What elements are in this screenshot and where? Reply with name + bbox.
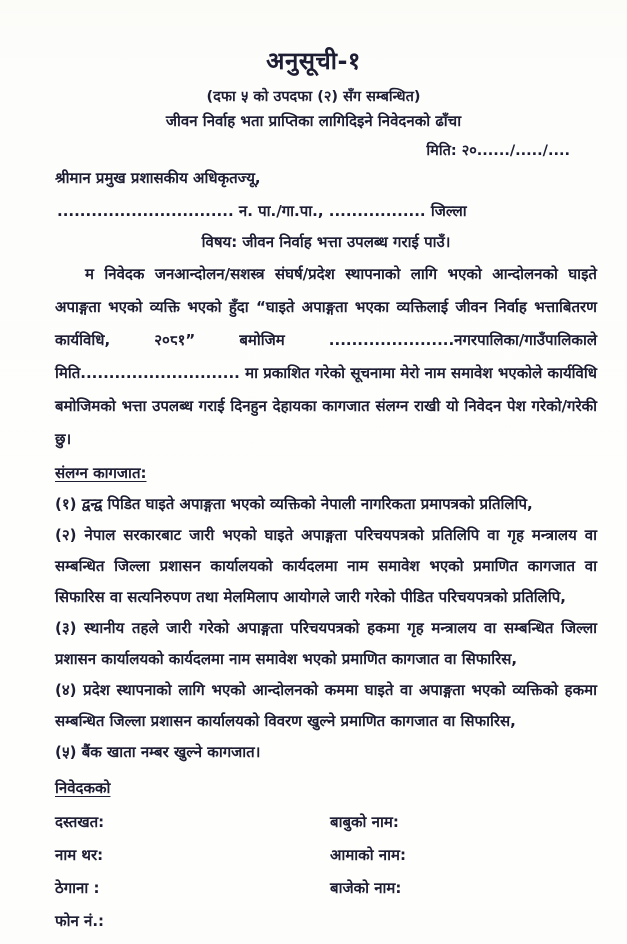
- attachment-item-4: (४) प्रदेश स्थापनाको लागि भएको आन्दोलनको कममा घाइते वा अपाङ्गता भएको व्यक्तिको हकमा सम्बन्धित जिल्ला प्रशासन कार्यालयको विवरण खुल्ने प्रमाणित कागजात वा सिफारिस,: [55, 681, 597, 730]
- applicant-fields: [55, 812, 597, 944]
- salutation-line: श्रीमान प्रमुख प्रशासकीय अधिकृतज्यू,: [55, 169, 261, 187]
- municipality-district-line: ............................... न. पा./गा.पा., ................. जिल्ला: [57, 202, 467, 220]
- attachment-item-1: (१) द्वन्द्व पिडित घाइते अपाङ्गता भएको व्यक्तिको नेपाली नागरिकता प्रमापत्रको प्रतिलिपि,: [55, 495, 533, 513]
- clause-reference-line: (दफा ५ को उपदफा (२) सँग सम्बन्धित): [206, 89, 421, 105]
- father-name-field-label: बाबुको नाम:: [330, 813, 399, 831]
- attachment-item-2: (२) नेपाल सरकारबाट जारी भएको घाइते अपाङ्गता परिचयपत्रको प्रतिलिपि वा गृह मन्त्रालय वा सम्बन्धित जिल्ला प्रशासन कार्यालयको कार्यदलमा नाम समावेश भएको प्रमाणित कागजात वा सिफारिस वा सत्यनिरुपण तथा मेलमिलाप आयोगले जारी गरेको पीडित परिचयपत्रको प्रतिलिपि,: [55, 526, 597, 606]
- attachments-heading: संलग्न कागजात:: [55, 464, 147, 482]
- field-row-2: [55, 845, 597, 878]
- signature-field-label: दस्तखत:: [55, 813, 105, 831]
- attachments-list: [55, 489, 597, 768]
- mother-name-field-label: आमाको नाम:: [330, 846, 406, 864]
- grandfather-name-field-label: बाजेको नाम:: [330, 879, 402, 897]
- address-field-label: ठेगाना :: [55, 879, 100, 897]
- form-title: अनुसूची-१: [266, 47, 361, 75]
- field-row-3: [55, 878, 597, 911]
- application-body-paragraph: म निवेदक जनआन्दोलन/सशस्त्र संघर्ष/प्रदेश स्थापनाको लागि भएको आन्दोलनको घाइते अपाङ्गता भएको व्यक्ति भएको हुँदा “घाइते अपाङ्गता भएका व्यक्तिलाई जीवन निर्वाह भत्ताबितरण कार्यविधि, २०८१” बमोजिम ......................नगरपालिका/गाउँपालिकाले मिति............................ मा प्रकाशित गरेको सूचनामा मेरो नाम समावेश भएकोले कार्यविधि बमोजिमको भत्ता उपलब्ध गराई दिनहुन देहायका कागजात संलग्न राखी यो निवेदन पेश गरेको/गरेकी छु।: [55, 265, 597, 448]
- phone-number-field-label: फोन नं.:: [55, 912, 105, 930]
- subject-line: विषय: जीवन निर्वाह भत्ता उपलब्ध गराई पाउँ।: [201, 233, 451, 251]
- full-name-field-label: नाम थर:: [55, 846, 104, 864]
- date-line: मिति: २०....../...../....: [426, 143, 570, 159]
- form-subtitle: जीवन निर्वाह भता प्राप्तिका लागिदिइने निवेदनको ढाँचा: [165, 112, 462, 130]
- attachment-item-3: (३) स्थानीय तहले जारी गरेको अपाङ्गता परिचयपत्रको हकमा गृह मन्त्रालय वा सम्बन्धित जिल्ला प्रशासन कार्यालयको कार्यदलमा नाम समावेश भएको प्रमाणित कागजात वा सिफारिस,: [55, 619, 597, 668]
- attachment-item-5: (५) बैंक खाता नम्बर खुल्ने कागजात।: [55, 743, 261, 761]
- field-row-1: [55, 812, 597, 845]
- field-row-4: [55, 911, 597, 944]
- applicant-details-heading: निवेदकको: [55, 779, 111, 797]
